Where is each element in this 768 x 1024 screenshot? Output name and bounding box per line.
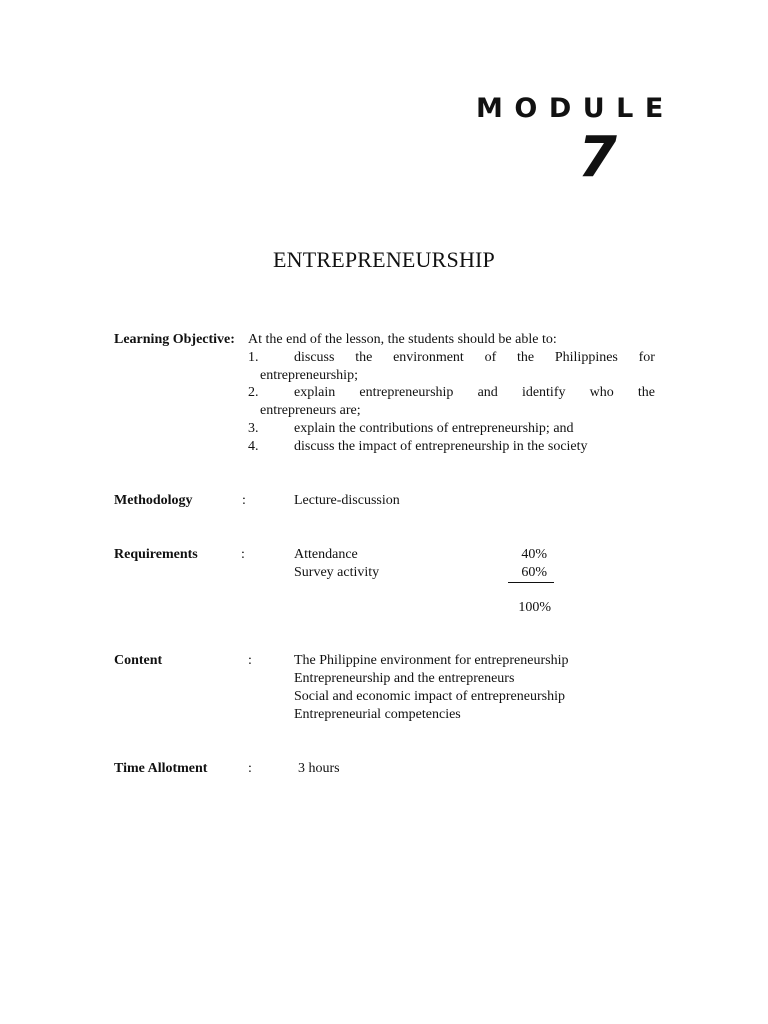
objective-word: for [638, 350, 655, 365]
requirements-colon: : [241, 547, 245, 562]
time-allotment-colon: : [248, 761, 252, 776]
time-allotment-value: 3 hours [298, 761, 340, 776]
objective-word: entrepreneurship [359, 385, 454, 400]
objective-number: 1. [248, 350, 259, 365]
objective-item-4: discuss the impact of entrepreneurship in the society [294, 439, 588, 454]
objective-word: discuss [294, 350, 335, 365]
content-item: Social and economic impact of entrepreneurship [294, 689, 565, 704]
module-heading: MODULE [476, 93, 675, 124]
methodology-colon: : [242, 493, 246, 508]
objective-word: of [484, 350, 497, 365]
objective-word: and [477, 385, 498, 400]
requirement-percent: 60% [521, 565, 547, 580]
content-label: Content [114, 653, 163, 668]
objective-item-1-line2: entrepreneurship; [260, 368, 358, 383]
objective-item-2-line1 [294, 384, 655, 402]
objective-word: the [637, 385, 655, 400]
requirement-percent: 40% [521, 547, 547, 562]
objective-number: 4. [248, 439, 259, 454]
objective-number: 3. [248, 421, 259, 436]
objective-word: the [517, 350, 535, 365]
page-title: ENTREPRENEURSHIP [273, 247, 495, 272]
objective-word: who [589, 385, 614, 400]
total-divider [508, 582, 554, 583]
content-item: Entrepreneurial competencies [294, 707, 461, 722]
objective-item-3: explain the contributions of entrepreneurship; and [294, 421, 574, 436]
objective-word: Philippines [554, 350, 618, 365]
objective-item-2-line2: entrepreneurs are; [260, 403, 361, 418]
requirement-name: Attendance [294, 547, 358, 562]
objective-word: environment [393, 350, 464, 365]
requirements-total: 100% [518, 600, 551, 615]
objective-item-1-line1 [294, 349, 655, 367]
learning-objective-label: Learning Objective: [114, 332, 235, 347]
content-item: Entrepreneurship and the entrepreneurs [294, 671, 515, 686]
content-item: The Philippine environment for entrepreneurship [294, 653, 569, 668]
objective-word: identify [521, 385, 566, 400]
learning-objective-intro: At the end of the lesson, the students should be able to: [248, 332, 557, 347]
objective-number: 2. [248, 385, 259, 400]
methodology-value: Lecture-discussion [294, 493, 400, 508]
methodology-label: Methodology [114, 493, 193, 508]
requirements-label: Requirements [114, 547, 198, 562]
content-colon: : [248, 653, 252, 668]
objective-word: the [355, 350, 373, 365]
module-number: 7 [578, 125, 617, 190]
requirement-name: Survey activity [294, 565, 380, 580]
objective-word: explain [294, 385, 336, 400]
time-allotment-label: Time Allotment [114, 761, 208, 776]
